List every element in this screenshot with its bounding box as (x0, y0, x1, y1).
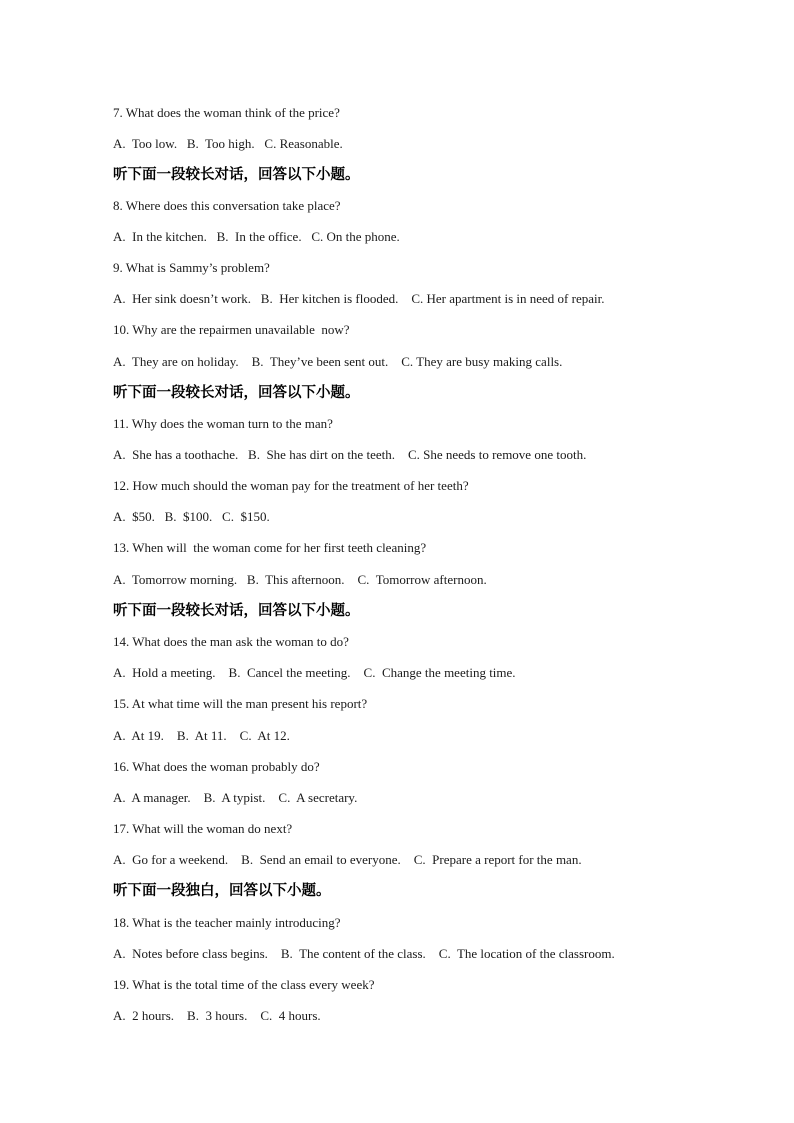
section-heading: 听下面一段较长对话，回答以下小题。 (113, 603, 360, 619)
question-17-options: A. Go for a weekend. B. Send an email to everyone. C. Prepare a report for the man. (113, 852, 582, 867)
question-12-text: 12. How much should the woman pay for the treatment of her teeth? (113, 478, 469, 493)
question-11-options: A. She has a toothache. B. She has dirt on the teeth. C. She needs to remove one tooth. (113, 447, 587, 462)
question-15-text: 15. At what time will the man present his report? (113, 696, 368, 711)
question-13-options: A. Tomorrow morning. B. This afternoon. C. Tomorrow afternoon. (113, 572, 487, 587)
question-7-options: A. Too low. B. Too high. C. Reasonable. (113, 136, 343, 151)
question-16-options: A. A manager. B. A typist. C. A secretary. (113, 790, 358, 805)
section-heading: 听下面一段独白，回答以下小题。 (113, 883, 331, 899)
question-9-text: 9. What is Sammy’s problem? (113, 260, 270, 275)
question-18-options: A. Notes before class begins. B. The content of the class. C. The location of the classroom. (113, 946, 615, 961)
question-8-options: A. In the kitchen. B. In the office. C. On the phone. (113, 229, 400, 244)
question-18-text: 18. What is the teacher mainly introducing? (113, 915, 341, 930)
question-9-options: A. Her sink doesn’t work. B. Her kitchen is flooded. C. Her apartment is in need of repair. (113, 291, 605, 306)
question-15-options: A. At 19. B. At 11. C. At 12. (113, 728, 290, 743)
question-13-text: 13. When will the woman come for her first teeth cleaning? (113, 540, 427, 555)
question-14-text: 14. What does the man ask the woman to do? (113, 634, 349, 649)
question-12-options: A. $50. B. $100. C. $150. (113, 509, 270, 524)
section-heading: 听下面一段较长对话，回答以下小题。 (113, 167, 360, 183)
question-14-options: A. Hold a meeting. B. Cancel the meeting. C. Change the meeting time. (113, 665, 516, 680)
question-10-options: A. They are on holiday. B. They’ve been sent out. C. They are busy making calls. (113, 354, 563, 369)
section-heading: 听下面一段较长对话，回答以下小题。 (113, 385, 360, 401)
question-8-text: 8. Where does this conversation take place? (113, 198, 341, 213)
question-19-options: A. 2 hours. B. 3 hours. C. 4 hours. (113, 1008, 321, 1023)
question-10-text: 10. Why are the repairmen unavailable now? (113, 322, 350, 337)
question-17-text: 17. What will the woman do next? (113, 821, 293, 836)
question-7-text: 7. What does the woman think of the price? (113, 105, 340, 120)
question-11-text: 11. Why does the woman turn to the man? (113, 416, 333, 431)
question-16-text: 16. What does the woman probably do? (113, 759, 320, 774)
question-19-text: 19. What is the total time of the class every week? (113, 977, 375, 992)
